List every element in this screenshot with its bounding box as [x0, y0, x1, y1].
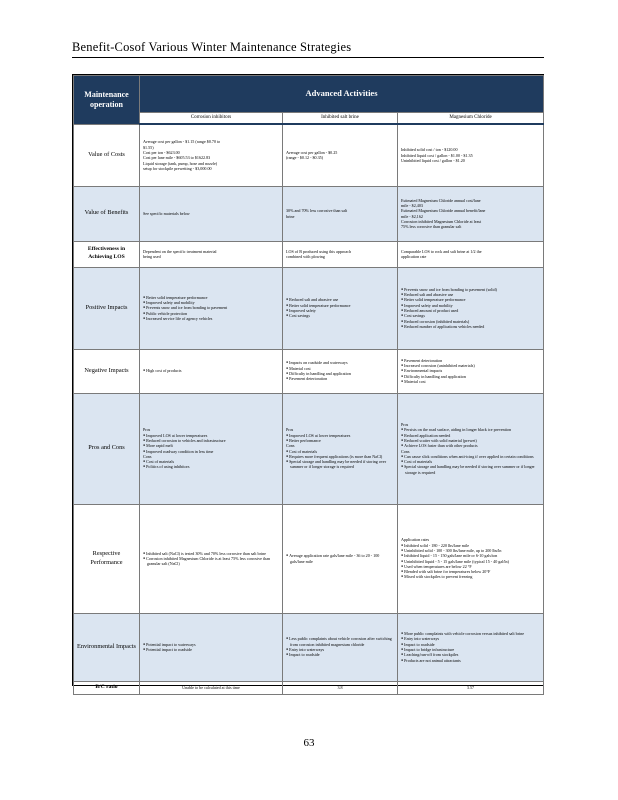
- row-costs: [74, 124, 544, 186]
- row-performance: [74, 504, 544, 613]
- row-label-costs: Value of Costs: [74, 124, 140, 186]
- row-label-benefits: Value of Benefits: [74, 186, 140, 241]
- cell-costs-c2: Average cost per gallon - $0.25 (range - $0.12 - $0.35): [283, 124, 398, 186]
- row-positive: [74, 267, 544, 349]
- cell-environmental-c1: ● Potential impact to waterways ● Potential impact to roadside: [140, 613, 283, 681]
- row-label-bc-ratio: B/C ratio: [74, 681, 140, 694]
- cell-benefits-c2: 30% and 70% less corrosive than salt brine: [283, 186, 398, 241]
- cell-negative-c3: ● Pavement deterioration ● Increased corrosion (uninhibited materials) ● Environmental impacts ● Difficulty in handling and application ● Material cost: [398, 349, 544, 393]
- cell-bc-c3: 3.57: [398, 681, 544, 694]
- cell-performance-c1: ● Inhibited salt (NaCl) is tested 30% and 70% less corrosive than salt brine ● Corrosion inhibited Magnesium Chloride is at least 75% less corrosive than granular salt (NaCl): [140, 504, 283, 613]
- cell-negative-c2: ● Impacts on roadside and waterways ● Material cost ● Difficulty in handling and application ● Pavement deterioration: [283, 349, 398, 393]
- cell-pros-cons-c1: Pros ● Improved LOS at lower temperatures ● Reduced corrosion to vehicles and infrastructure ● More rapid melt ● Improved roadway condition in less time Cons ● Cost of materials ● Politics of using inhibitors: [140, 393, 283, 504]
- page-number: 63: [303, 737, 315, 749]
- row-bc-ratio: [74, 681, 544, 694]
- row-effectiveness: [74, 241, 544, 267]
- cell-bc-c1: Unable to be calculated at this time: [140, 681, 283, 694]
- group-header: Advanced Activities: [140, 76, 544, 113]
- cell-pros-cons-c3: Pros ● Persists on the road surface, aiding in longer black ice prevention ● Reduced application needed ● Reduced scatter with solid material (prewet) ● Achieve LOS faster than with other products Cons ● Can cause slick conditions when anti-icing if over applied in certain conditions ● Cost of materials ● Special storage and handling may be needed if storing over summer or if longer storage is required: [398, 393, 544, 504]
- cell-benefits-c1: See specific materials below: [140, 186, 283, 241]
- col-header-corrosion-inhibitors: Corrosion inhibitors: [140, 113, 283, 125]
- cell-effectiveness-c2: LOS of B produced using this approach combined with plowing: [283, 241, 398, 267]
- cell-performance-c3: Application rates ● Inhibited solid - 180 - 220 lbs/lane mile ● Uninhibited solid - 100 - 300 lbs/lane mile, up to 200 lbs/ln ● Inhibited liquid - 15 - 150 gals/lane mile or 6-10 gals/ton ● Uninhibited liquid - 5 - 15 gals/lane mile (typical 15 - 40 gal/ln) ● Used when temperatures are below 22 °F ● Blended with salt brine for temperatures below 20°F ● Mixed with stockpiles to prevent freezing: [398, 504, 544, 613]
- cell-positive-c1: ● Better solid temperature performance ● Improved safety and mobility ● Prevents snow and ice from bonding to pavement ● Public vehicle protection ● Increased service life of agency vehicles: [140, 267, 283, 349]
- cell-positive-c3: ● Prevents snow and ice from bonding to pavement (solid) ● Reduced salt and abrasive use ● Better solid temperature performance ● Improved safety and mobility ● Reduced amount of product used ● Cost savings ● Reduced corrosion (inhibited materials) ● Reduced number of applications vehicles needed: [398, 267, 544, 349]
- cell-bc-c2: 3.8: [283, 681, 398, 694]
- cell-negative-c1: ● High cost of products: [140, 349, 283, 393]
- cell-environmental-c2: ● Less public complaints about vehicle corrosion after switching from corrosion inhibited magnesium chloride ● Entry into waterways ● Impact to roadside: [283, 613, 398, 681]
- row-negative: [74, 349, 544, 393]
- row-label-positive: Positive Impacts: [74, 267, 140, 349]
- cell-performance-c2: ● Average application rate gals/lane mile - 36 to 20 - 100 gals/lane mile: [283, 504, 398, 613]
- cell-environmental-c3: ● More public complaints with vehicle corrosion versus inhibited salt brine ● Entry into waterways ● Impact to roadside ● Impact to bridge infrastructure ● Leaching/run-off from stockpiles ● Products are not animal attractants: [398, 613, 544, 681]
- strategy-table: [73, 75, 544, 695]
- row-label-environmental: Environmental Impacts: [74, 613, 140, 681]
- cell-costs-c1: Average cost per gallon - $1.15 (range $0.70 to $1.55) Cost per ton - $623.00 Cost per lane mile - $605.53 to $1622.83 Liquid storage (tank, pump, hose and nozzle) setup for stockpile prewetting - $3,000.00: [140, 124, 283, 186]
- row-benefits: [74, 186, 544, 241]
- row-label-negative: Negative Impacts: [74, 349, 140, 393]
- col-header-magnesium-chloride: Magnesium Chloride: [398, 113, 544, 125]
- cell-effectiveness-c1: Dependent on the specific treatment material being used: [140, 241, 283, 267]
- row-label-effectiveness: Effectiveness in Achieving LOS: [74, 241, 140, 267]
- cell-benefits-c3: Estimated Magnesium Chloride annual cost/lane mile - $2,403 Estimated Magnesium Chloride annual benefit/lane mile - $2,162 Corrosion inhibited Magnesium Chloride at least 75% less corrosive than granular salt: [398, 186, 544, 241]
- row-environmental: [74, 613, 544, 681]
- cell-pros-cons-c2: Pros ● Improved LOS at lower temperatures ● Better performance Cons ● Cost of materials ● Requires more frequent applications (is more than NaCl) ● Special storage and handling may be needed if storing over summer or if longer storage is required: [283, 393, 398, 504]
- row-pros-cons: [74, 393, 544, 504]
- cell-effectiveness-c3: Comparable LOS to rock and salt brine at 1/2 the application rate: [398, 241, 544, 267]
- cell-costs-c3: Inhibited solid cost / ton - $120.00 Inhibited liquid cost / gallon - $1.00 - $1.35 Uninhibited liquid cost / gallon - $1.20: [398, 124, 544, 186]
- page-title: Benefit-Cosof Various Winter Maintenance Strategies: [72, 40, 352, 54]
- row-label-pros-cons: Pros and Cons: [74, 393, 140, 504]
- corner-header: Maintenance operation: [74, 76, 140, 125]
- col-header-inhibited-salt-brine: Inhibited salt brine: [283, 113, 398, 125]
- row-label-performance: Respective Performance: [74, 504, 140, 613]
- title-rule: [72, 57, 544, 58]
- cell-positive-c2: ● Reduced salt and abrasive use ● Better solid temperature performance ● Improved safety ● Cost savings: [283, 267, 398, 349]
